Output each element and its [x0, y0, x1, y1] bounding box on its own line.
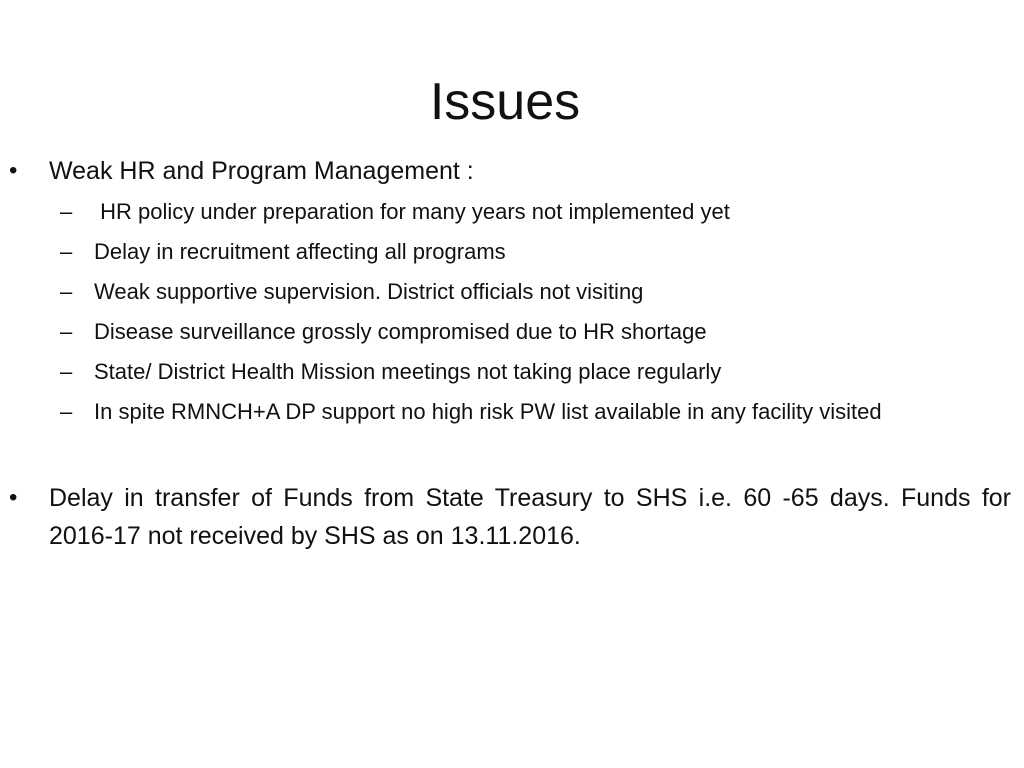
spacer — [0, 435, 1024, 479]
sub-item-text: State/ District Health Mission meetings not taking place regularly — [94, 359, 722, 384]
bullet-marker: • — [9, 157, 18, 184]
sub-item-text: Delay in recruitment affecting all programs — [94, 239, 506, 264]
bullet-marker: • — [9, 484, 18, 511]
sub-item-text: Weak supportive supervision. District officials not visiting — [94, 279, 644, 304]
sub-item-mission-meetings — [0, 355, 1012, 389]
sub-item-hr-policy — [0, 195, 1012, 229]
sub-item-supervision — [0, 275, 1012, 309]
slide-content — [0, 152, 1024, 555]
sub-item-text: HR policy under preparation for many years not implemented yet — [94, 199, 730, 224]
dash-marker: – — [60, 199, 73, 224]
dash-marker: – — [60, 399, 73, 424]
sub-list — [0, 195, 1024, 429]
dash-marker: – — [60, 279, 73, 304]
slide-title: Issues — [429, 73, 581, 131]
dash-marker: – — [60, 359, 73, 384]
sub-item-text: Disease surveillance grossly compromised due to HR shortage — [94, 319, 707, 344]
sub-item-recruitment — [0, 235, 1012, 269]
dash-marker: – — [60, 319, 73, 344]
dash-marker: – — [60, 239, 73, 264]
sub-item-rmnch — [0, 395, 1012, 429]
sub-item-text: In spite RMNCH+A DP support no high risk PW list available in any facility visited — [94, 399, 882, 424]
bullet-text: Delay in transfer of Funds from State Treasury to SHS i.e. 60 -65 days. Funds for 2016-17 not received by SHS as on 13.11.2016. — [49, 484, 1011, 550]
sub-item-surveillance — [0, 315, 1012, 349]
bullet-text: Weak HR and Program Management : — [49, 157, 474, 185]
bullet-item-funds-delay — [0, 479, 1011, 555]
bullet-item-weak-hr — [0, 152, 1011, 190]
